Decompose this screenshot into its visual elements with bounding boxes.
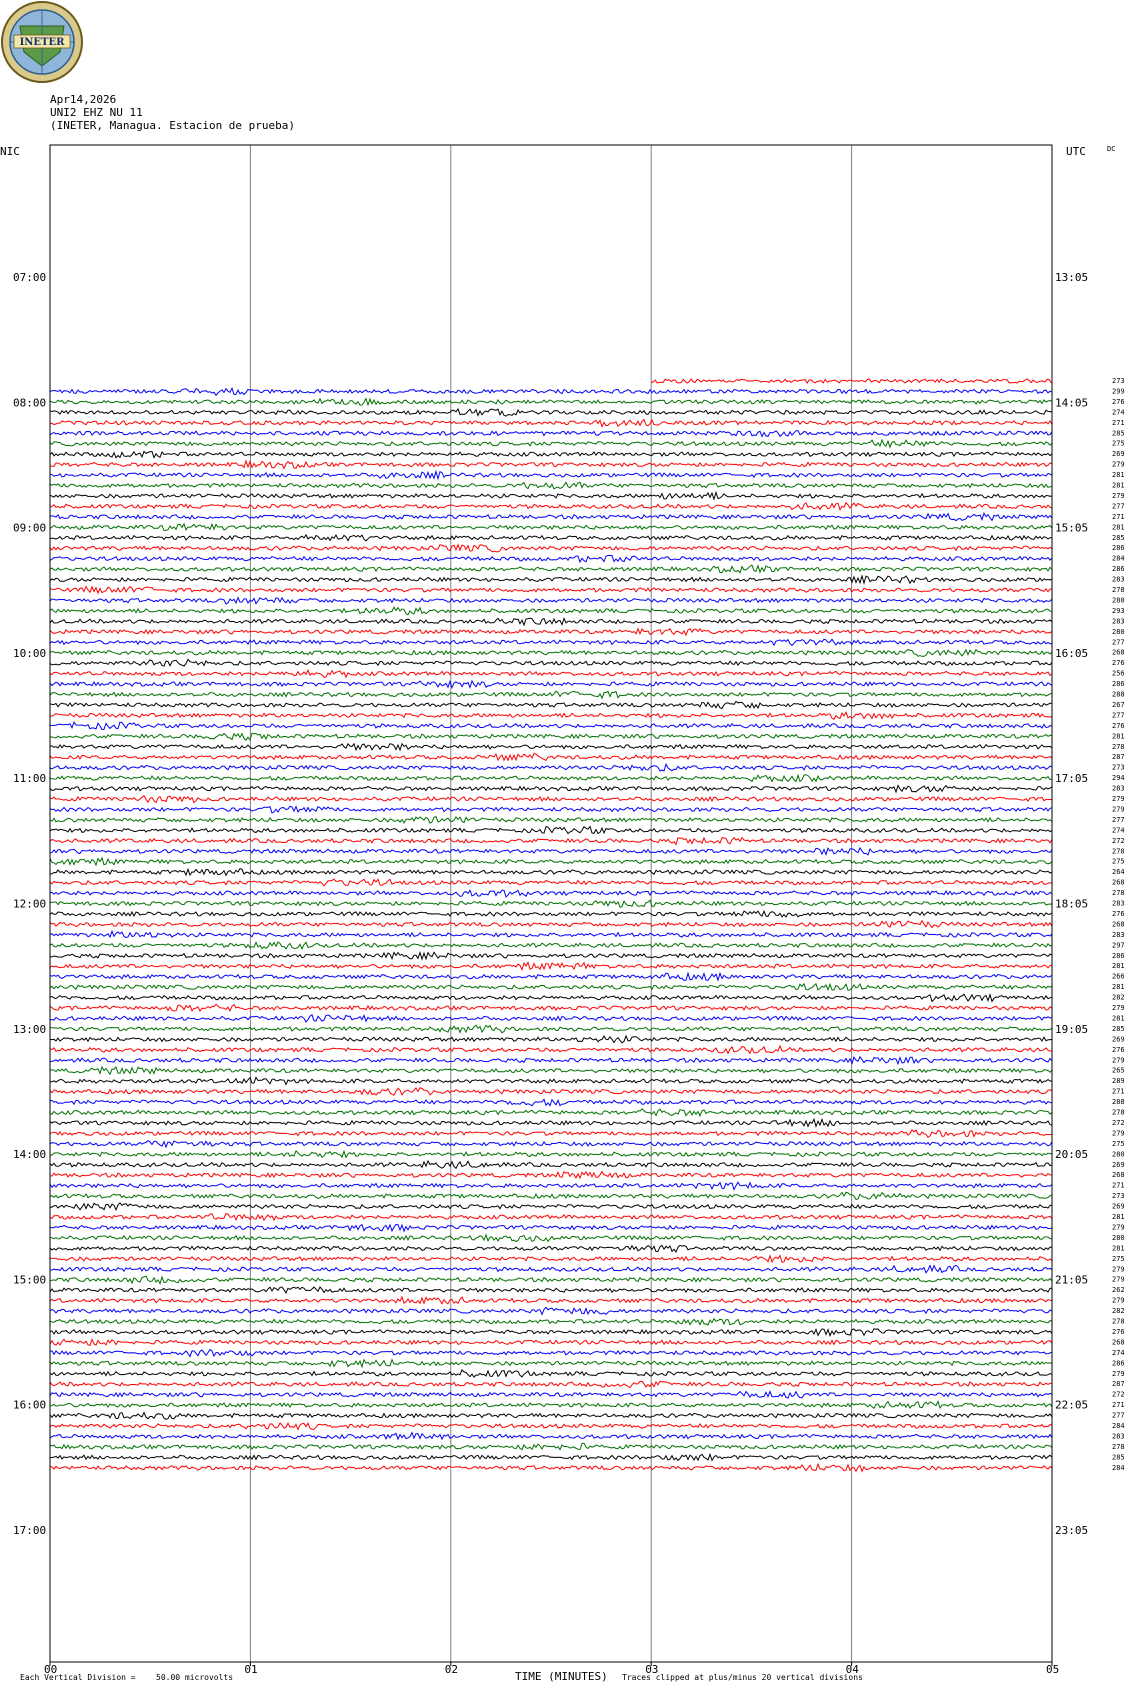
seismic-trace: [50, 1319, 1052, 1325]
seismic-trace: [50, 587, 1052, 594]
seismic-trace: [50, 1245, 1052, 1252]
seismic-trace: [50, 399, 1052, 406]
trace-offset-label: 274: [1112, 408, 1125, 417]
trace-offset-label: 280: [1112, 1233, 1125, 1242]
trace-offset-label: 283: [1112, 784, 1125, 793]
trace-offset-label: 281: [1112, 481, 1125, 490]
seismic-trace: [50, 639, 1052, 645]
nic-hour-label: 07:00: [13, 271, 47, 284]
seismic-trace: [50, 827, 1052, 834]
seismic-trace: [50, 1464, 1052, 1471]
trace-offset-label: 275: [1112, 439, 1125, 448]
seismic-trace: [50, 1057, 1052, 1064]
trace-offset-label: 281: [1112, 523, 1125, 532]
trace-offset-label: 286: [1112, 1359, 1125, 1368]
seismic-trace: [50, 1182, 1052, 1189]
trace-offset-label: 281: [1112, 962, 1125, 971]
trace-offset-label: 282: [1112, 1307, 1125, 1316]
trace-offset-label: 280: [1112, 627, 1125, 636]
trace-offset-label: 286: [1112, 544, 1125, 553]
trace-offset-label: 275: [1112, 1254, 1125, 1263]
trace-offset-label: 279: [1112, 491, 1125, 500]
utc-hour-label: 14:05: [1055, 396, 1089, 410]
seismic-trace: [50, 702, 1052, 709]
trace-offset-label: 281: [1112, 1014, 1125, 1023]
trace-offset-label: 277: [1112, 815, 1125, 824]
trace-offset-label: 285: [1112, 1024, 1125, 1033]
seismic-trace: [50, 911, 1052, 917]
seismic-trace: [50, 691, 1052, 698]
seismic-trace: [50, 409, 1052, 416]
seismic-trace: [50, 1214, 1052, 1221]
seismic-trace: [50, 1192, 1052, 1199]
utc-hour-label: 13:05: [1055, 271, 1089, 284]
seismic-trace: [50, 1443, 1052, 1449]
seismic-trace: [50, 962, 1052, 969]
seismic-trace: [50, 786, 1052, 793]
scale-note: Each Vertical Division =: [20, 1673, 136, 1682]
trace-offset-label: 278: [1112, 1317, 1125, 1326]
trace-offset-label: 287: [1112, 753, 1125, 762]
trace-offset-label: 278: [1112, 1442, 1125, 1451]
seismic-trace: [50, 1265, 1052, 1272]
trace-offset-label: 269: [1112, 1160, 1125, 1169]
seismic-trace: [50, 670, 1052, 677]
seismic-trace: [50, 1141, 1052, 1148]
utc-label: UTC: [1066, 145, 1086, 158]
seismic-trace: [50, 492, 1052, 499]
x-tick-label: 04: [845, 1663, 859, 1676]
trace-offset-label: 287: [1112, 1380, 1125, 1389]
trace-offset-label: 286: [1112, 680, 1125, 689]
trace-offset-label: 280: [1112, 1150, 1125, 1159]
trace-offset-label: 269: [1112, 1035, 1125, 1044]
trace-offset-label: 272: [1112, 1390, 1125, 1399]
seismic-trace: [50, 565, 1052, 573]
nic-hour-label: 17:00: [13, 1524, 47, 1537]
seismic-trace: [50, 817, 1052, 823]
utc-hour-label: 23:05: [1055, 1524, 1089, 1537]
trace-offset-label: 268: [1112, 878, 1125, 887]
trace-offset-label: 278: [1112, 1108, 1125, 1117]
trace-offset-label: 279: [1112, 1265, 1125, 1274]
trace-offset-label: 285: [1112, 429, 1125, 438]
utc-hour-label: 16:05: [1055, 646, 1089, 660]
trace-offset-label: 283: [1112, 930, 1125, 939]
time-grid: [250, 145, 851, 1662]
seismic-trace: [50, 482, 1052, 489]
seismic-trace: [50, 1046, 1052, 1053]
seismic-trace: [50, 1350, 1052, 1357]
seismic-trace: [50, 952, 1052, 959]
trace-offset-label: 279: [1112, 1369, 1125, 1378]
trace-offset-label: 279: [1112, 1223, 1125, 1232]
trace-offset-label: 283: [1112, 617, 1125, 626]
trace-offset-label: 256: [1112, 669, 1125, 678]
utc-hour-label: 18:05: [1055, 897, 1089, 911]
seismic-trace: [50, 431, 1052, 437]
seismic-trace: [50, 848, 1052, 855]
nic-hour-label: 16:00: [13, 1398, 47, 1412]
seismic-trace: [50, 754, 1052, 761]
trace-offset-label: 275: [1112, 857, 1125, 866]
seismic-trace: [50, 796, 1052, 803]
x-tick-label: 03: [645, 1663, 659, 1676]
seismic-trace: [50, 524, 1052, 531]
x-tick-label: 01: [244, 1663, 258, 1676]
trace-offset-label: 268: [1112, 648, 1125, 657]
dc-label: DC: [1107, 145, 1116, 153]
trace-offset-label: 279: [1112, 1296, 1125, 1305]
seismic-trace: [50, 1004, 1052, 1011]
trace-offset-label: 273: [1112, 1192, 1125, 1201]
seismic-trace: [50, 890, 1052, 897]
seismic-trace: [50, 1203, 1052, 1210]
trace-offset-label: 285: [1112, 533, 1125, 542]
seismic-trace: [50, 681, 1052, 688]
trace-offset-label: 274: [1112, 826, 1125, 835]
seismic-trace: [50, 1119, 1052, 1126]
seismic-trace: [50, 659, 1052, 666]
seismic-trace: [50, 1413, 1052, 1420]
trace-offset-label: 274: [1112, 1348, 1125, 1357]
trace-offset-label: 266: [1112, 972, 1125, 981]
nic-hour-label: 12:00: [13, 897, 47, 911]
trace-offset-label: 278: [1112, 742, 1125, 751]
trace-offset-label: 282: [1112, 993, 1125, 1002]
x-axis-title: TIME (MINUTES): [515, 1670, 608, 1683]
trace-offset-label: 288: [1112, 690, 1125, 699]
seismic-trace: [50, 973, 1052, 980]
seismic-traces: [50, 379, 1052, 1471]
seismic-trace: [50, 1088, 1052, 1095]
utc-hour-label: 19:05: [1055, 1022, 1089, 1036]
trace-offset-label: 277: [1112, 1411, 1125, 1420]
seismic-trace: [50, 1077, 1052, 1084]
seismic-trace: [50, 629, 1052, 635]
trace-offset-label: 268: [1112, 1171, 1125, 1180]
seismic-trace: [50, 942, 1052, 949]
trace-offset-label: 271: [1112, 1181, 1125, 1190]
seismic-trace: [50, 1025, 1052, 1033]
trace-offset-label: 275: [1112, 1139, 1125, 1148]
seismic-trace: [50, 1161, 1052, 1168]
trace-offset-labels: [1112, 377, 1125, 1472]
nic-hour-label: 15:00: [13, 1273, 47, 1287]
seismic-trace: [50, 869, 1052, 876]
seismic-trace: [50, 1433, 1052, 1440]
seismic-trace: [50, 388, 1052, 395]
seismic-trace: [50, 598, 1052, 604]
trace-offset-label: 276: [1112, 1327, 1125, 1336]
seismic-trace: [50, 545, 1052, 552]
trace-offset-label: 297: [1112, 941, 1125, 950]
trace-offset-label: 265: [1112, 1066, 1125, 1075]
seismic-trace: [50, 1370, 1052, 1377]
seismic-trace: [50, 1391, 1052, 1398]
seismic-trace: [50, 1225, 1052, 1232]
seismic-trace: [50, 1276, 1052, 1284]
seismic-trace: [50, 1130, 1052, 1137]
trace-offset-label: 281: [1112, 732, 1125, 741]
seismic-trace: [50, 806, 1052, 813]
trace-offset-label: 284: [1112, 1422, 1125, 1430]
seismic-trace: [50, 1099, 1052, 1106]
logo-text: INETER: [19, 37, 65, 48]
seismic-trace: [50, 1423, 1052, 1429]
utc-hour-label: 21:05: [1055, 1273, 1089, 1287]
trace-offset-label: 276: [1112, 397, 1125, 406]
seismic-trace: [50, 535, 1052, 541]
trace-offset-label: 283: [1112, 899, 1125, 908]
trace-offset-label: 277: [1112, 638, 1125, 647]
trace-offset-label: 264: [1112, 868, 1125, 877]
seismic-trace: [50, 555, 1052, 562]
trace-offset-label: 293: [1112, 606, 1125, 615]
seismic-trace: [50, 764, 1052, 771]
seismic-trace: [50, 1339, 1052, 1345]
x-tick-label: 02: [444, 1663, 459, 1676]
seismic-trace: [50, 900, 1052, 907]
trace-offset-label: 279: [1112, 460, 1125, 469]
trace-offset-label: 268: [1112, 920, 1125, 929]
seismic-trace: [50, 513, 1052, 520]
seismic-trace: [50, 618, 1052, 625]
nic-hour-label: 13:00: [13, 1022, 47, 1036]
trace-offset-label: 299: [1112, 387, 1125, 396]
seismic-trace: [50, 931, 1052, 937]
trace-offset-label: 288: [1112, 1098, 1125, 1107]
trace-offset-label: 267: [1112, 700, 1125, 709]
trace-offset-label: 271: [1112, 1087, 1125, 1096]
trace-offset-label: 279: [1112, 1004, 1125, 1012]
seismic-trace: [50, 1287, 1052, 1293]
trace-offset-label: 268: [1112, 1338, 1125, 1347]
seismic-trace: [50, 1172, 1052, 1178]
seismic-trace: [50, 650, 1052, 657]
trace-offset-label: 286: [1112, 565, 1125, 574]
trace-offset-label: 273: [1112, 377, 1125, 385]
seismic-trace: [50, 440, 1052, 447]
trace-offset-label: 284: [1112, 554, 1125, 563]
x-tick-label: 00: [44, 1663, 58, 1676]
seismic-trace: [50, 461, 1052, 469]
seismic-trace: [50, 1151, 1052, 1158]
hour-labels: [13, 271, 1088, 1537]
trace-offset-label: 276: [1112, 659, 1125, 668]
nic-hour-label: 14:00: [13, 1148, 47, 1162]
header-station: UNI2 EHZ NU 11: [50, 106, 143, 119]
clip-note: Traces clipped at plus/minus 20 vertical divisions: [622, 1673, 863, 1682]
trace-offset-label: 289: [1112, 1077, 1125, 1086]
trace-offset-label: 272: [1112, 1118, 1125, 1127]
seismic-trace: [50, 1256, 1052, 1263]
seismic-trace: [50, 838, 1052, 845]
seismic-trace: [50, 607, 1052, 615]
trace-offset-label: 283: [1112, 1432, 1125, 1441]
seismic-trace: [50, 1381, 1052, 1387]
seismic-trace: [50, 1015, 1052, 1022]
trace-offset-label: 278: [1112, 889, 1125, 898]
seismic-trace: [50, 921, 1052, 928]
trace-offset-label: 271: [1112, 418, 1125, 427]
seismic-trace: [50, 1109, 1052, 1116]
trace-offset-label: 277: [1112, 711, 1125, 720]
trace-offset-label: 281: [1112, 1213, 1125, 1221]
trace-offset-label: 262: [1112, 1286, 1125, 1295]
nic-hour-label: 08:00: [13, 396, 47, 410]
trace-offset-label: 271: [1112, 1401, 1125, 1410]
trace-offset-label: 272: [1112, 836, 1125, 845]
trace-offset-label: 283: [1112, 575, 1125, 584]
trace-offset-label: 278: [1112, 586, 1125, 594]
seismic-trace: [50, 1036, 1052, 1043]
x-tick-label: 05: [1046, 1663, 1060, 1676]
trace-offset-label: 279: [1112, 1056, 1125, 1065]
trace-offset-label: 273: [1112, 763, 1125, 772]
nic-label: NIC: [0, 145, 20, 158]
seismic-trace: [50, 1329, 1052, 1336]
trace-offset-label: 269: [1112, 450, 1125, 459]
nic-hour-label: 11:00: [13, 772, 47, 786]
seismic-trace: [50, 733, 1052, 740]
seismic-trace: [50, 451, 1052, 457]
seismic-trace: [50, 722, 1052, 730]
trace-offset-label: 285: [1112, 1453, 1125, 1462]
trace-offset-label: 279: [1112, 1275, 1125, 1284]
seismic-trace: [50, 994, 1052, 1001]
nic-hour-label: 10:00: [13, 646, 47, 660]
seismic-trace: [50, 775, 1052, 782]
nic-hour-label: 09:00: [13, 521, 47, 535]
trace-offset-label: 279: [1112, 1129, 1125, 1138]
seismic-trace: [50, 879, 1052, 885]
seismic-trace: [50, 1454, 1052, 1460]
seismic-trace: [50, 1307, 1052, 1314]
utc-hour-label: 17:05: [1055, 772, 1089, 786]
seismic-trace: [50, 1067, 1052, 1074]
seismic-trace: [50, 420, 1052, 427]
header-location: (INETER, Managua. Estacion de prueba): [50, 119, 296, 132]
seismic-trace: [50, 503, 1052, 510]
utc-hour-label: 22:05: [1055, 1398, 1089, 1412]
trace-offset-label: 281: [1112, 471, 1125, 480]
trace-offset-label: 276: [1112, 721, 1125, 730]
trace-offset-label: 278: [1112, 847, 1125, 856]
trace-offset-label: 281: [1112, 1244, 1125, 1253]
seismic-trace: [50, 1297, 1052, 1304]
seismic-trace: [50, 1401, 1052, 1408]
seismic-trace: [50, 1360, 1052, 1367]
trace-offset-label: 276: [1112, 1045, 1125, 1054]
utc-hour-label: 20:05: [1055, 1148, 1089, 1162]
scale-value: 50.00 microvolts: [156, 1673, 234, 1682]
seismic-trace: [50, 472, 1052, 479]
seismic-trace: [50, 858, 1052, 865]
trace-offset-label: 269: [1112, 1202, 1125, 1211]
trace-offset-label: 280: [1112, 596, 1125, 605]
trace-offset-label: 284: [1112, 1463, 1125, 1472]
trace-offset-label: 271: [1112, 512, 1125, 521]
seismic-trace: [50, 744, 1052, 750]
utc-hour-label: 15:05: [1055, 521, 1089, 535]
trace-offset-label: 279: [1112, 795, 1125, 803]
trace-offset-label: 281: [1112, 983, 1125, 992]
trace-offset-label: 279: [1112, 805, 1125, 814]
seismic-trace: [50, 1235, 1052, 1242]
trace-offset-label: 276: [1112, 909, 1125, 918]
trace-offset-label: 277: [1112, 502, 1125, 511]
trace-offset-label: 294: [1112, 774, 1125, 783]
trace-offset-label: 286: [1112, 951, 1125, 960]
seismic-trace: [50, 984, 1052, 991]
seismic-trace: [50, 576, 1052, 583]
seismic-trace: [50, 712, 1052, 719]
header-date: Apr14,2026: [50, 93, 117, 106]
